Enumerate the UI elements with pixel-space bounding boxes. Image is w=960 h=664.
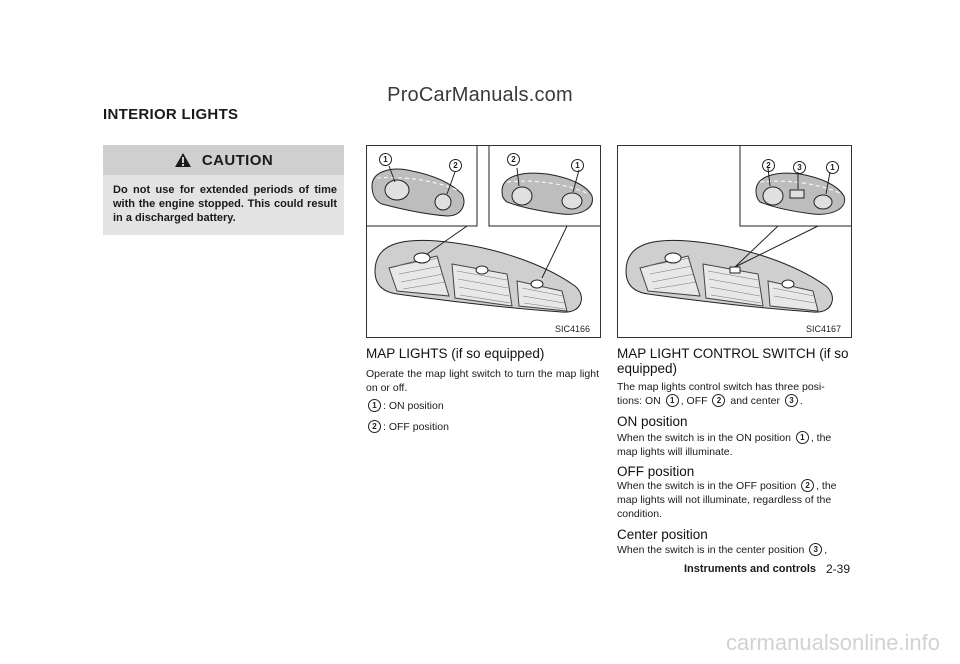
callout-left-2: 2 [447,156,464,174]
callout-right-2: 2 [505,150,522,168]
watermark-bottom: carmanualsonline.info [726,630,941,655]
callout-2: 2 [760,156,777,174]
section-title: INTERIOR LIGHTS [103,106,239,123]
callout-3: 3 [791,158,808,176]
callout-right-1: 1 [569,156,586,174]
map-lights-body: Operate the map light switch to turn the map light on or off. [366,368,599,394]
figure-control-switch [617,145,852,338]
watermark-top: ProCarManuals.com [387,84,573,106]
control-switch-intro: The map lights control switch has three posi- tions: ON 1 , OFF 2 and center 3 . [617,381,825,407]
callout-left-1: 1 [377,150,394,168]
control-switch-illustration [618,146,851,337]
off-position-body: When the switch is in the OFF position 2 , the map lights will not illuminate, regardless of the condition. [617,480,837,520]
on-position-body: When the switch is in the ON position 1 , the map lights will illuminate. [617,432,832,458]
footer-section: Instruments and controls [684,563,817,575]
caution-header [103,145,344,175]
caution-box [103,145,344,235]
figure-map-lights [366,145,601,338]
caution-text: Do not use for extended periods of time with the engine stopped. This could result in a discharged battery. [113,184,337,224]
footer-page-number: 2-39 [826,562,851,576]
map-lights-item-on: 1 : ON position [366,399,444,413]
center-position-heading: Center position [617,527,708,542]
callout-1: 1 [824,158,841,176]
caution-title: CAUTION [201,151,274,169]
figure-code: SIC4166 [555,324,591,334]
off-position-heading: OFF position [617,464,695,479]
warning-icon [174,152,192,168]
map-lights-heading: MAP LIGHTS (if so equipped) [366,346,545,361]
figure-code: SIC4167 [806,324,842,334]
control-switch-heading: MAP LIGHT CONTROL SWITCH (if so equipped) [617,346,849,376]
on-position-heading: ON position [617,414,688,429]
map-lights-illustration [367,146,600,337]
center-position-body: When the switch is in the center position 3 , [617,544,828,556]
map-lights-item-off: 2 : OFF position [366,420,449,434]
